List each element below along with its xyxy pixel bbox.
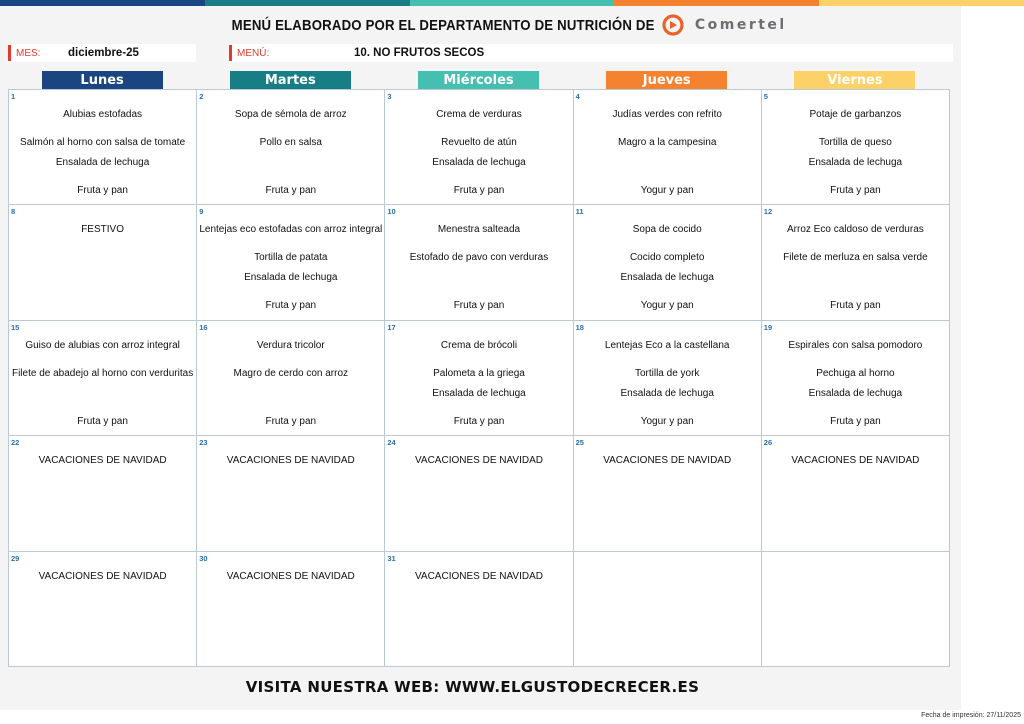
menu-dish-line: Crema de brócoli [440, 339, 518, 351]
month-box [8, 44, 196, 62]
menu-dish-line: Revuelto de atún [441, 137, 517, 148]
menu-dish-line: Palometa a la griega [433, 367, 525, 379]
day-number: 29 [11, 553, 20, 563]
menu-dish-line: Lentejas eco estofadas con arroz integral [199, 224, 383, 236]
weekday-column-miercoles [384, 71, 572, 90]
menu-dish-line: Ensalada de lechuga [432, 157, 526, 168]
menu-dish-line: Lentejas Eco a la castellana [604, 339, 730, 351]
brand-name: Comertel [694, 17, 787, 33]
menu-dish-line: Tortilla de patata [254, 252, 328, 264]
day-number: 12 [763, 207, 773, 217]
menu-dish-line: Fruta y pan [453, 185, 505, 196]
day-cell [762, 552, 950, 667]
menu-dish-line: Yogur y pan [640, 415, 694, 427]
day-cell [9, 436, 197, 551]
day-cell [9, 552, 197, 667]
menu-dish-line: Fruta y pan [830, 415, 881, 427]
menu-dish-line: Ensalada de lechuga [808, 157, 903, 168]
day-cell [385, 552, 573, 667]
menu-calendar-grid [8, 89, 950, 667]
weekday-martes: Martes [230, 71, 351, 89]
day-number: 30 [199, 553, 208, 563]
day-number: 25 [575, 438, 584, 448]
comertel-logo-icon [661, 14, 687, 36]
menu-dish-line: VACACIONES DE NAVIDAD [603, 455, 732, 467]
menu-dish-line: Cocido completo [629, 252, 705, 264]
menu-dish-line: VACACIONES DE NAVIDAD [414, 455, 543, 467]
top-bar-segment-orange [614, 0, 819, 6]
day-cell [385, 321, 573, 436]
day-number: 8 [11, 207, 16, 217]
day-cell [197, 436, 385, 551]
menu-dish-line: Espirales con salsa pomodoro [788, 339, 923, 351]
menu-dish-line: Guiso de alubias con arroz integral [25, 339, 180, 351]
menu-dish-line: Fruta y pan [265, 300, 317, 312]
day-number: 1 [11, 92, 16, 101]
day-number: 31 [387, 553, 396, 563]
day-cell [574, 552, 762, 667]
month-accent-bar [8, 45, 11, 61]
menu-dish-line: Ensalada de lechuga [432, 387, 526, 399]
month-label: MES: [16, 47, 41, 59]
menu-dish-line: Fruta y pan [830, 185, 881, 196]
menu-dish-line: Ensalada de lechuga [808, 387, 903, 399]
day-cell [9, 205, 197, 320]
day-number: 24 [387, 438, 396, 448]
day-number: 16 [199, 322, 208, 332]
menu-value: 10. NO FRUTOS SECOS [354, 47, 485, 59]
menu-dish-line: Filete de abadejo al horno con verduritas [11, 367, 194, 379]
top-bar-segment-navy [0, 0, 205, 6]
weekday-jueves: Jueves [606, 71, 727, 89]
menu-dish-line: Estofado de pavo con verduras [409, 252, 549, 264]
menu-dish-line: VACACIONES DE NAVIDAD [38, 455, 167, 467]
day-cell [762, 321, 950, 436]
menu-dish-line: Magro a la campesina [618, 137, 717, 148]
day-cell [197, 90, 385, 205]
menu-dish-line: Potaje de garbanzos [809, 109, 902, 120]
day-number: 18 [575, 322, 584, 332]
day-cell [9, 321, 197, 436]
top-bar-segment-yellow [819, 0, 1024, 6]
weekday-header-row [8, 71, 949, 90]
top-bar-segment-teal [205, 0, 410, 6]
day-number: 10 [387, 207, 396, 217]
day-number: 5 [763, 92, 768, 101]
weekday-column-viernes [761, 71, 949, 90]
weekday-lunes: Lunes [42, 71, 163, 89]
menu-dish-line: VACACIONES DE NAVIDAD [414, 570, 543, 582]
menu-dish-line: Ensalada de lechuga [620, 387, 714, 399]
menu-dish-line: VACACIONES DE NAVIDAD [38, 570, 167, 582]
day-cell [9, 90, 197, 205]
menu-dish-line: Pechuga al horno [816, 367, 895, 379]
menu-dish-line: Fruta y pan [453, 415, 505, 427]
day-cell [385, 205, 573, 320]
day-cell [574, 436, 762, 551]
menu-dish-line: Fruta y pan [77, 415, 128, 427]
menu-dish-line: Yogur y pan [640, 300, 694, 312]
menu-dish-line: Salmón al horno con salsa de tomate [20, 137, 186, 148]
menu-dish-line: Tortilla de york [634, 367, 700, 379]
day-number: 26 [763, 438, 773, 448]
day-cell [574, 90, 762, 205]
month-value: diciembre-25 [68, 47, 139, 59]
menu-dish-line: Alubias estofadas [63, 109, 143, 120]
menu-dish-line: Verdura tricolor [256, 339, 325, 351]
weekday-column-lunes [8, 71, 196, 90]
menu-dish-line: Ensalada de lechuga [55, 157, 150, 168]
menu-dish-line: Sopa de cocido [632, 224, 702, 236]
brand-logo [661, 14, 787, 36]
menu-dish-line: FESTIVO [81, 224, 124, 236]
menu-dish-line: Crema de verduras [436, 109, 522, 120]
day-cell [197, 321, 385, 436]
menu-box [229, 44, 953, 62]
menu-dish-line: Pollo en salsa [259, 137, 322, 148]
menu-dish-line: VACACIONES DE NAVIDAD [226, 455, 355, 467]
weekday-column-martes [196, 71, 384, 90]
menu-dish-line: Magro de cerdo con arroz [233, 367, 349, 379]
top-bar-segment-aqua [410, 0, 615, 6]
menu-dish-line: Fruta y pan [77, 185, 128, 196]
menu-dish-line: Fruta y pan [265, 185, 317, 196]
day-number: 11 [575, 207, 584, 217]
menu-dish-line: VACACIONES DE NAVIDAD [226, 570, 355, 582]
menu-accent-bar [229, 45, 232, 61]
print-date: Fecha de impresión: 27/11/2025 [921, 712, 1021, 719]
top-color-bar [0, 0, 1024, 6]
menu-dish-line: Yogur y pan [640, 185, 694, 196]
menu-dish-line: Sopa de sémola de arroz [234, 109, 347, 120]
day-cell [574, 321, 762, 436]
menu-dish-line: Filete de merluza en salsa verde [783, 252, 928, 264]
day-cell [385, 436, 573, 551]
day-number: 19 [763, 322, 773, 332]
weekday-viernes: Viernes [794, 71, 915, 89]
page-title-row [0, 12, 961, 38]
page-title: MENÚ ELABORADO POR EL DEPARTAMENTO DE NUTRICIÓN DE [231, 16, 655, 34]
menu-dish-line: Menestra salteada [437, 224, 521, 236]
day-number: 2 [199, 92, 204, 101]
menu-dish-line: VACACIONES DE NAVIDAD [791, 455, 920, 467]
menu-dish-line: Judías verdes con refrito [612, 109, 722, 120]
day-cell [574, 205, 762, 320]
menu-dish-line: Fruta y pan [830, 300, 881, 312]
menu-dish-line: Ensalada de lechuga [620, 272, 714, 284]
menu-dish-line: Fruta y pan [265, 415, 317, 427]
menu-dish-line: Tortilla de queso [818, 137, 892, 148]
day-number: 4 [575, 92, 580, 101]
weekday-miercoles: Miércoles [418, 71, 539, 89]
menu-label: MENÚ: [237, 47, 270, 59]
day-cell [385, 90, 573, 205]
day-number: 17 [387, 322, 396, 332]
website-banner: VISITA NUESTRA WEB: WWW.ELGUSTODECRECER.ES [245, 678, 700, 696]
menu-dish-line: Ensalada de lechuga [244, 272, 338, 284]
day-cell [762, 90, 950, 205]
day-cell [197, 205, 385, 320]
day-number: 9 [199, 207, 204, 217]
day-number: 15 [11, 322, 20, 332]
day-cell [762, 205, 950, 320]
day-number: 22 [11, 438, 20, 448]
day-number: 3 [387, 92, 392, 101]
day-number: 23 [199, 438, 208, 448]
day-cell [762, 436, 950, 551]
weekday-column-jueves [573, 71, 761, 90]
menu-dish-line: Arroz Eco caldoso de verduras [787, 224, 924, 236]
day-cell [197, 552, 385, 667]
menu-dish-line: Fruta y pan [453, 300, 505, 312]
